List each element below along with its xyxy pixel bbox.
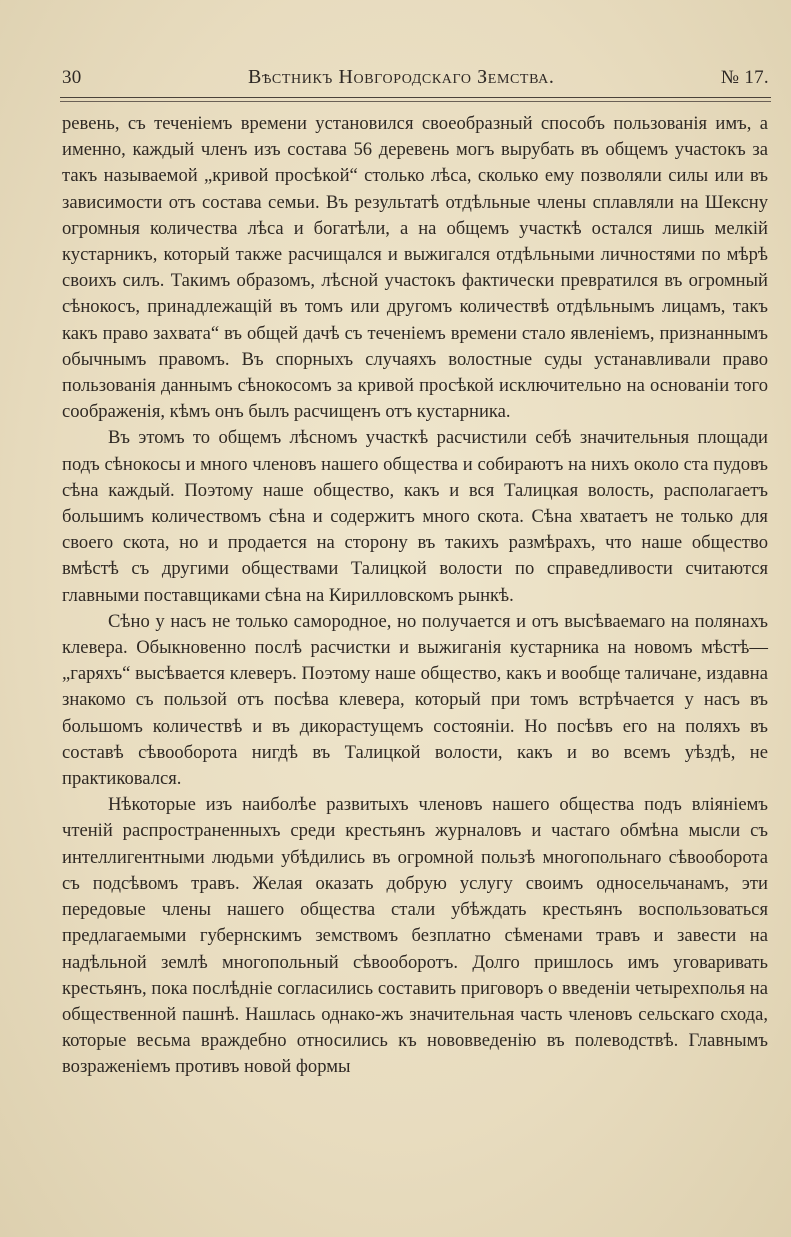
page-number: 30 [62,67,82,88]
header-rule-thin [60,101,771,102]
paragraph: Нѣкоторые изъ наиболѣе развитыхъ членовъ нашего общества подъ вліяніемъ чтеній распространенныхъ среди крестьянъ журналовъ и частаго обмѣна мысли съ интеллигентными людьми убѣдились въ огромной пользѣ многопольнаго сѣвооборота съ подсѣвомъ травъ. Желая оказать добрую услугу своимъ односельчанамъ, эти передовые члены нашего общества стали убѣждать крестьянъ воспользоваться предлагаемыми губернскимъ земствомъ безплатно сѣменами травъ и завести на надѣльной землѣ многопольный сѣвооборотъ. Долго пришлось имъ уговаривать крестьянъ, пока послѣдніе согласились составить приговоръ о введеніи четырехполья на общественной пашнѣ. Нашлась однако-жъ значительная часть членовъ сельскаго схода, которые весьма враждебно относились къ нововведенію въ полеводствѣ. Главнымъ возраженіемъ противъ новой формы [62,794,768,1078]
running-header [62,66,769,94]
header-rule [60,97,771,98]
issue-number: № 17. [720,67,769,88]
article-body [62,111,768,1081]
journal-title: Вѣстникъ Новгородскаго Земства. [248,66,555,88]
paragraph: Сѣно у насъ не только самородное, но получается и отъ высѣваемаго на полянахъ клевера. Обыкновенно послѣ расчистки и выжиганія кустарника на новомъ мѣстѣ—„гаряхъ“ высѣвается клеверъ. Поэтому наше общество, какъ и вообще таличане, издавна знакомо съ пользой отъ посѣва клевера, который при томъ встрѣчается у насъ въ большомъ количествѣ и въ дикорастущемъ состояніи. Но посѣвъ его на поляхъ въ составѣ сѣвооборота нигдѣ въ Талицкой волости, какъ и во всемъ уѣздѣ, не практиковался. [62,610,768,790]
paragraph: ревень, съ теченіемъ времени установился своеобразный способъ пользованія имъ, а именно, каждый членъ изъ состава 56 деревень могъ вырубать въ общемъ участокъ за такъ называемой „кривой просѣкой“ столько лѣса, сколько ему позволяли силы или въ зависимости отъ состава семьи. Въ результатѣ отдѣльные члены сплавляли на Шексну огромныя количества лѣса и богатѣли, а на общемъ участкѣ остался лишь мелкій кустарникъ, который также расчищался и выжигался отдѣльными личностями по мѣрѣ своихъ силъ. Такимъ образомъ, лѣсной участокъ фактически превратился въ огромный сѣнокосъ, принадлежащій въ томъ или другомъ количествѣ отдѣльнымъ лицамъ, такъ какъ право захвата“ въ общей дачѣ съ теченіемъ времени стало явленіемъ, признаннымъ обычнымъ правомъ. Въ спорныхъ случаяхъ волостные суды устанавливали право пользованія даннымъ сѣнокосомъ за кривой просѣкой исключительно на основаніи того соображенія, кѣмъ онъ былъ расчищенъ отъ кустарника. [62,113,768,423]
paragraph: Въ этомъ то общемъ лѣсномъ участкѣ расчистили себѣ значительныя площади подъ сѣнокосы и много членовъ нашего общества и собираютъ на нихъ около ста пудовъ сѣна каждый. Поэтому наше общество, какъ и вся Талицкая волость, располагаетъ большимъ количествомъ сѣна и содержитъ много скота. Сѣна хватаетъ не только для своего скота, но и продается на сторону въ такихъ размѣрахъ, что наше общество вмѣстѣ съ другими обществами Талицкой волости по справедливости считаются главными поставщиками сѣна на Кирилловскомъ рынкѣ. [62,427,768,606]
